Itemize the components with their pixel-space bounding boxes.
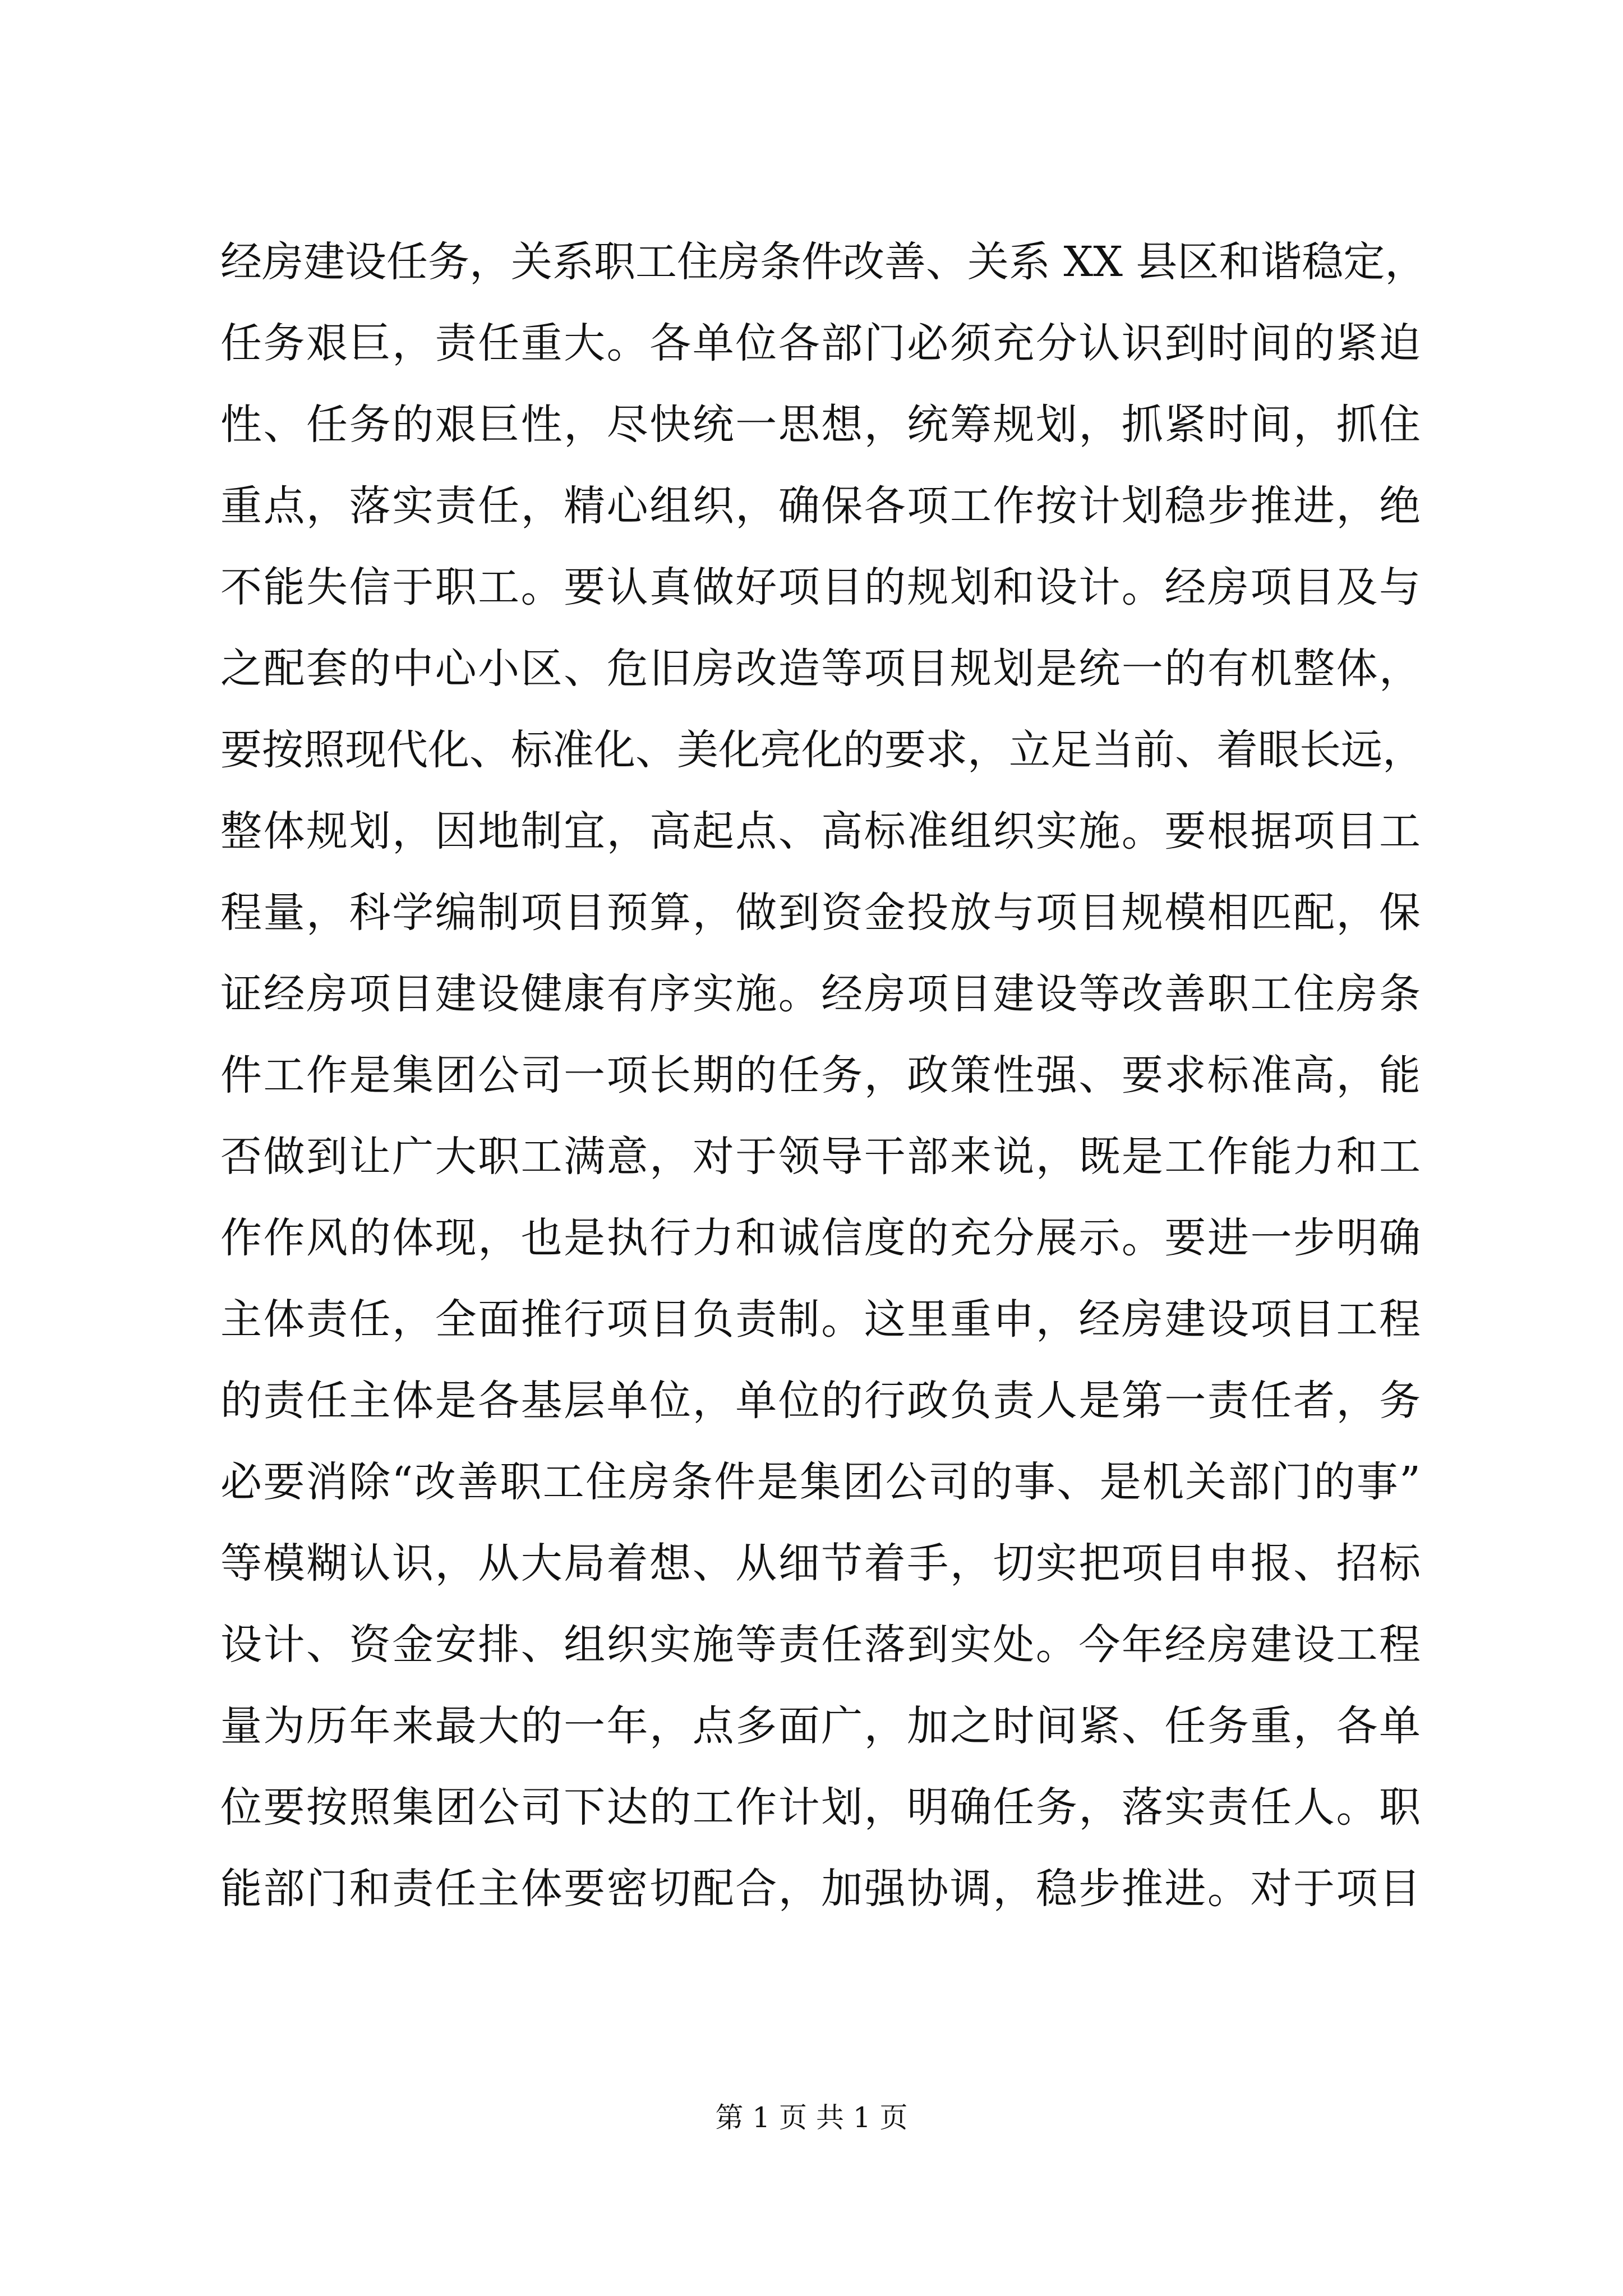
text-line-4: 重点，落实责任，精心组织，确保各项工作按计划稳步推进，绝 — [220, 482, 1421, 530]
text-line-2: 任务艰巨，责任重大。各单位各部门必须充分认识到时间的紧迫 — [220, 319, 1421, 367]
text-line-17: 等模糊认识，从大局着想、从细节着手，切实把项目申报、招标 — [220, 1539, 1421, 1588]
page-number-label: 第 1 页 共 1 页 — [715, 2101, 908, 2134]
text-line-3: 性、任务的艰巨性，尽快统一思想，统筹规划，抓紧时间，抓住 — [220, 401, 1421, 449]
page-footer — [0, 2098, 1623, 2137]
text-line-10: 证经房项目建设健康有序实施。经房项目建设等改善职工住房条 — [220, 970, 1421, 1018]
text-line-19: 量为历年来最大的一年，点多面广，加之时间紧、任务重，各单 — [220, 1702, 1421, 1750]
text-line-15: 的责任主体是各基层单位，单位的行政负责人是第一责任者，务 — [220, 1377, 1421, 1425]
text-line-7: 要按照现代化、标准化、美化亮化的要求，立足当前、着眼长远， — [220, 726, 1424, 774]
text-line-14: 主体责任，全面推行项目负责制。这里重申，经房建设项目工程 — [220, 1295, 1421, 1343]
text-line-18: 设计、资金安排、组织实施等责任落到实处。今年经房建设工程 — [220, 1621, 1421, 1669]
text-line-12: 否做到让广大职工满意，对于领导干部来说，既是工作能力和工 — [220, 1133, 1421, 1181]
text-line-6: 之配套的中心小区、危旧房改造等项目规划是统一的有机整体， — [220, 645, 1421, 693]
text-line-1: 经房建设任务，关系职工住房条件改善、关系 XX 县区和谐稳定， — [220, 238, 1427, 286]
text-line-9: 程量，科学编制项目预算，做到资金投放与项目规模相匹配，保 — [220, 889, 1421, 937]
text-line-8: 整体规划，因地制宜，高起点、高标准组织实施。要根据项目工 — [220, 807, 1421, 855]
text-line-16: 必要消除“改善职工住房条件是集团公司的事、是机关部门的事” — [220, 1458, 1421, 1506]
text-line-21: 能部门和责任主体要密切配合，加强协调，稳步推进。对于项目 — [220, 1865, 1421, 1913]
body-text — [220, 222, 1427, 1930]
text-line-11: 件工作是集团公司一项长期的任务，政策性强、要求标准高，能 — [220, 1051, 1421, 1099]
text-line-13: 作作风的体现，也是执行力和诚信度的充分展示。要进一步明确 — [220, 1214, 1421, 1262]
text-line-20: 位要按照集团公司下达的工作计划，明确任务，落实责任人。职 — [220, 1783, 1421, 1832]
text-line-5: 不能失信于职工。要认真做好项目的规划和设计。经房项目及与 — [220, 563, 1421, 611]
